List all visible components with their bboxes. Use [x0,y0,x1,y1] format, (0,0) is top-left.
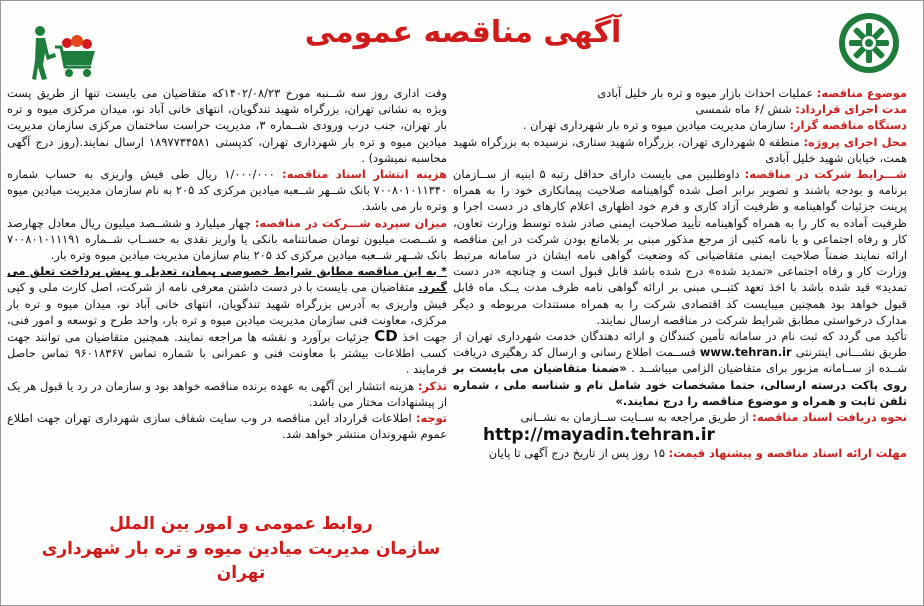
organizer-value: سازمان مدیریت میادین میوه و تره بار شهرداری تهران . [522,118,786,133]
organizer-label: دستگاه مناقصه گزار: [789,118,907,133]
conditions-line [453,166,907,328]
organizer-line [453,117,907,133]
subject-line [453,85,907,101]
subject-label: موضوع مناقصه: [816,86,907,100]
attention-value: اطلاعات قرارداد این مناقصه در وب سایت شفاف سازی شهرداری تهران جهت اطلاع عموم شهروندان منتشر خواهد شد. [7,411,447,442]
register-line [453,328,907,409]
note-text-2: جزئیات برآورد و نقشه ها مراجعه نمایند. [174,330,370,345]
subject-value: عملیات احداث بازار میوه و تره بار خلیل آبادی [597,86,814,100]
remind-label: تذکر: [417,378,447,393]
note-line [7,263,447,377]
docs-value: از طریق مراجعه به ســایت ســازمان به نشــانی [520,410,749,425]
deadline-label: مهلت ارائه اسناد مناقصه و پیشنهاد قیمت: [668,446,907,461]
left-column [7,85,453,442]
cost-line [7,166,447,215]
docs-line [453,409,907,425]
note-bold: * به این مناقصه مطابق شرایط خصوصی پیمان، تعدیل و پیش پرداخت تعلق می گیرد. [7,264,448,295]
register-text-1: تأکید می گردد که ثبت نام در سامانه تأمین کنندگان و ارائه دهندگان خدمت شهرداری تهران از طریق نشـــانی اینترنتی [453,329,907,360]
conditions-value: داوطلبین می بایست دارای حداقل رتبه ۵ ابنیه از ســازمان برنامه و بودجه باشند و تصویر برابر اصل شده گواهینامه صلاحیت پیمانکاری خود را به همراه پرینت جزئیات گواهینامه و ظرفیت آزاد کاری و فرم خود اظهاری اعلام کارهای در دست اجرا و ظرفیت آماده به کار را به همراه گواهینامه تأیید صلاحیت ایمنی صادر شده توسط وزارت تعاون، کار و رفاه اجتماعی و یا نامه کتبی از مرجع مذکور مبنی بر بلامانع بودن شرکت در این مناقصه ارائه نمایند ضمناً صلاحیت ایمنی متقاضیانی که وضعیت گواهی نامه ایشان در سامانه مرتبط وزارت کار و رفاه اجتماعی «تمدید شده» درج شده باشد قابل قبول است و چنانچه «در دست تمدید» قید شده باشد با اخذ تعهد کتبــی مبنی بر ارائه گواهی نامه ظرف مدت یــک ماه قابل قبول خواهد بود همچنین میبایست کد اقتصادی شرکت را به همراه مستندات مربوطه و دیگر مدارک درخواستی مطابق شرایط شرکت در مناقصه ارسال نمایند. [453,167,907,327]
footer-signature [31,511,451,585]
location-line [453,134,907,166]
attention-label: توجه: [415,411,447,426]
register-text-2: قســمت اطلاع رسانی و ارسال کد رهگیری دریافت شــده از ســامانه مزبور برای متقاضیان الزامی میباشــد . [453,345,907,376]
note-text-1: متقاضیان می بایست با در دست داشتن معرفی نامه از شرکت، اصل کارت ملی و کپی فیش واریزی به آدرس بزرگراه شهید تندگویان، انتهای خانی آباد نو، میدان میوه و تره بار مرکزی، معاونت فنی سازمان مدیریت میادین میوه و تره بار، واحد طرح و توسعه و امور فنی، جهت اخذ [7,280,447,345]
intro-text: وقت اداری روز سه شــنبه مورخ ۱۴۰۲/۰۸/۲۳که متقاضیان می بایست تنها از طریق پست ویژه به نشانی تهران، بزرگراه شهید تندگویان، انتهای خانی آباد نو، میدان مرکزی میوه و تره بار تهران، جنب درب ورودی شــماره ۳، مدیریت حراست ساختمان مرکزی سازمان مدیریت میادین میوه و تره بار شهرداری تهران، کدپستی ۱۸۹۷۷۳۴۵۸۱ ارسال نمایند.(روز درج آگهی محاسبه نمیشود) . [7,86,448,165]
location-label: محل اجرای پروژه: [803,134,907,149]
notice-title: آگهی مناقصه عمومی [304,15,622,50]
duration-value: شش /۶ ماه شمسی [695,102,792,117]
right-column [453,85,907,462]
deadline-value: ۱۵ روز پس از تاریخ درج آگهی تا پایان [488,446,666,461]
note-cd: CD [374,327,398,346]
attention-line [7,410,447,442]
register-text-3: «ضمنا متقاضیان می بایست بر روی پاکت درسته ارسالی، حتما مشخصات خود شامل نام و شناسه ملی ، شماره تلفن ثابت و همراه و موضوع مناقصه را درج نمایند.» [453,361,907,408]
duration-label: مدت اجرای قرارداد: [795,102,907,117]
footer-line-1: روابط عمومی و امور بین الملل [109,514,373,534]
mayadin-url-link[interactable]: http://mayadin.tehran.ir [483,425,715,446]
deadline-line [453,445,907,461]
footer-line-2: سازمان مدیریت میادین میوه و تره بار شهرداری تهران [41,539,441,583]
location-value: منطقه ۵ شهرداری تهران، بزرگراه شهید ستاری، نرسیده به بزرگراه شهید همت، خیابان شهید خلیل آبادی [453,134,907,165]
deposit-line [7,215,447,264]
cost-value: ۱/۰۰۰/۰۰۰ ریال طی فیش واریزی به حساب شماره ۷۰۰۸۰۱۰۱۱۳۴۰ بانک شــهر شــعبه میادین مرکزی کد ۲۰۵ به نام سازمان مدیریت میادین میوه وتره بار می باشد. [7,167,447,214]
deposit-label: میزان سپرده شـــرکت در مناقصه: [254,215,447,230]
cost-label: هزینه انتشار اسناد مناقصه: [282,167,447,182]
note-text-3: همچنین متقاضیان می توانند جهت کسب اطلاعات بیشتر با معاونت فنی و عمرانی با شماره تماس ۹۶۰۱۸۳۶۷ تماس حاصل فرمایند . [7,330,447,377]
remind-value: هزینه انتشار این آگهی به عهده برنده مناقصه خواهد بود و سازمان در رد یا قبول هر یک از پیشنهادات مختار می باشد. [7,378,447,409]
remind-line [7,378,447,410]
deposit-value: چهار میلیارد و ششــصد میلیون ریال معادل چهارصد و شــصت میلیون تومان ضمانتنامه بانکی یا واریز نقدی به حســاب شــماره ۷۰۰۸۰۱۰۱۱۱۹۱ بانک شــهر شــعبه میادین مرکزی کد ۲۰۵ بنام سازمان مدیریت میادین میوه وتره بار. [7,215,447,263]
duration-line [453,101,907,117]
conditions-label: شـــرایط شرکت در مناقصه: [744,167,907,182]
docs-label: نحوه دریافت اسناد مناقصه: [752,410,907,425]
register-url-link[interactable]: www.tehran.ir [699,345,792,360]
